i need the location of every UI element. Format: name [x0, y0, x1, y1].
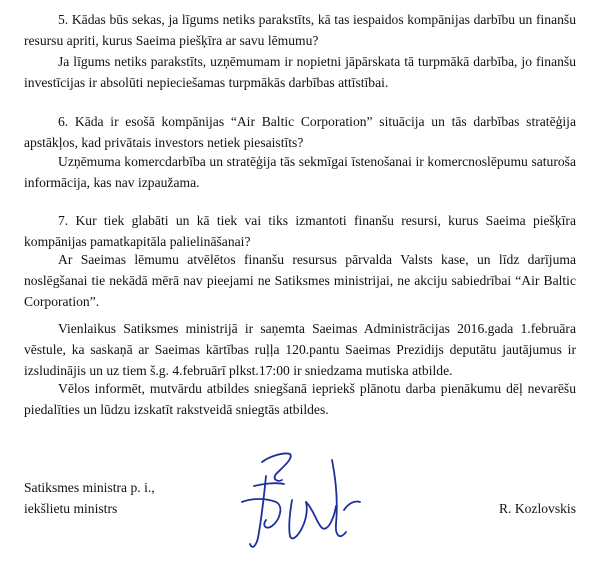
signature-stroke-3 — [250, 476, 266, 547]
signature-stroke-5 — [289, 500, 307, 538]
signatory-position — [24, 477, 155, 519]
signatory-position-line-1: Satiksmes ministra p. i., — [24, 480, 155, 495]
signatory-position-line-2: iekšlietu ministrs — [24, 501, 118, 516]
closing-paragraph-1: Vienlaikus Satiksmes ministrijā ir saņemta Saeimas Administrācijas 2016.gada 1.februāra vēstule, ka saskaņā ar Saeimas kārtības ruļļa 120.pantu Saeimas Prezidijs deputātu jautājumus ir izsludinājis un uz tiem š.g. 4.februārī plkst.17:00 ir sniedzama mutiska atbilde. — [24, 321, 576, 378]
signature-stroke-2 — [254, 483, 284, 486]
signature-stroke-7 — [332, 460, 346, 536]
question-5: 5. Kādas būs sekas, ja līgums netiks parakstīts, kā tas iespaidos kompānijas darbību un finanšu resursu apriti, kurus Saeima piešķīra ar savu lēmumu? — [24, 12, 576, 48]
question-6: 6. Kāda ir esošā kompānijas “Air Baltic Corporation” situācija un tās darbības stratēģija apstākļos, kad privātais investors netiek piesaistīts? — [24, 114, 576, 150]
question-7: 7. Kur tiek glabāti un kā tiek vai tiks izmantoti finanšu resursi, kurus Saeima piešķīra kompānijas pamatkapitāla palielināšanai? — [24, 213, 576, 249]
closing-paragraph-2: Vēlos informēt, mutvārdu atbildes sniegšanā iepriekš plānotu darba pienākumu dēļ nevarēšu piedalīties un lūdzu izskatīt rakstveidā sniegtās atbildes. — [24, 381, 576, 417]
signatory-name: R. Kozlovskis — [498, 501, 576, 516]
signature-stroke-8 — [344, 501, 360, 510]
answer-7: Ar Saeimas lēmumu atvēlētos finanšu resursus pārvalda Valsts kase, un līdz darījuma noslēgšanai tie nekādā mērā nav pieejami ne Satiksmes ministrijai, ne akciju sabiedrībai “Air Baltic Corporation”. — [24, 252, 576, 309]
handwritten-signature — [232, 440, 372, 558]
answer-5: Ja līgums netiks parakstīts, uzņēmumam ir nopietni jāpārskata tā turpmākā darbība, jo finanšu investīcijas ir absolūti nepieciešamas turpmākās darbības attīstībai. — [24, 54, 576, 90]
signature-stroke-6 — [306, 502, 336, 529]
answer-6: Uzņēmuma komercdarbība un stratēģija tās sekmīgai īstenošanai ir komercnoslēpumu saturoša informācija, kas nav izpaužama. — [24, 154, 576, 190]
